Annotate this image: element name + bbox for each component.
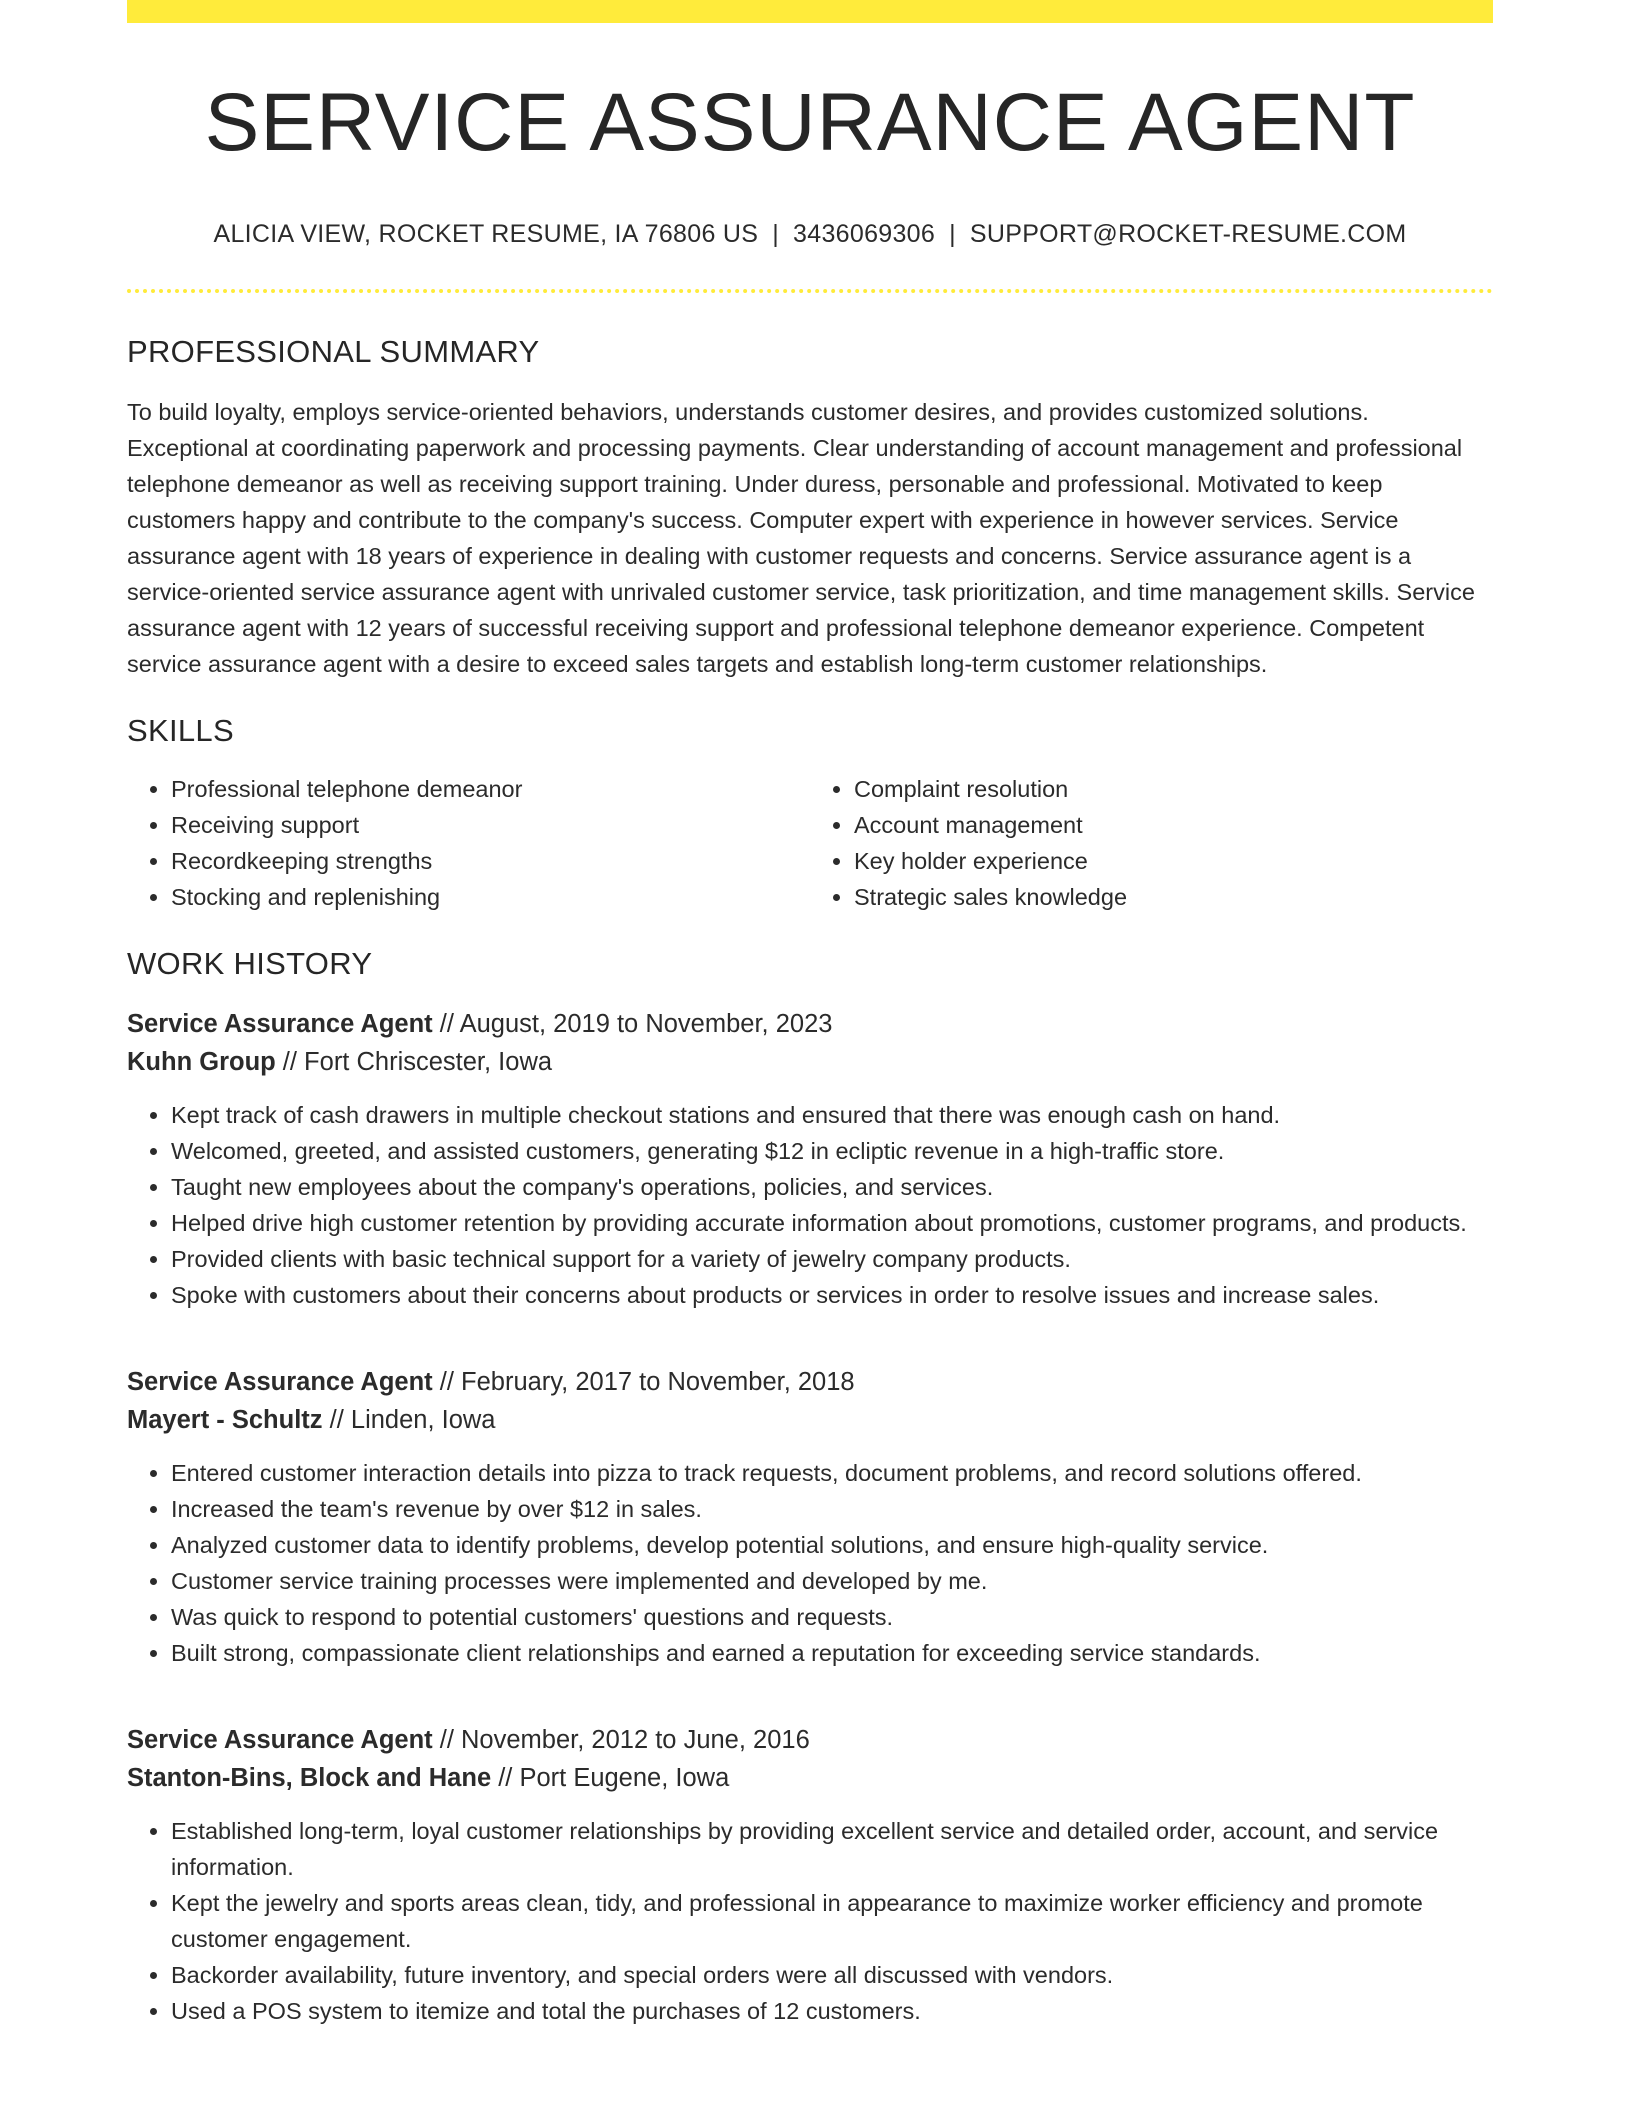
job-location: // Fort Chriscester, Iowa xyxy=(275,1047,553,1076)
skill-item: • Stocking and replenishing xyxy=(171,879,810,915)
job-entry xyxy=(127,1363,1493,1671)
job-bullet: • Provided clients with basic technical support for a variety of jewelry company products. xyxy=(171,1241,1493,1277)
skill-item: • Recordkeeping strengths xyxy=(171,843,810,879)
skill-item: • Key holder experience xyxy=(854,843,1493,879)
job-bullet: • Backorder availability, future inventory, and special orders were all discussed with vendors. xyxy=(171,1957,1493,1993)
job-bullet: • Analyzed customer data to identify problems, develop potential solutions, and ensure high-quality service. xyxy=(171,1527,1493,1563)
skill-item: • Complaint resolution xyxy=(854,771,1493,807)
contact-separator: | xyxy=(949,220,956,248)
job-bullets xyxy=(127,1097,1493,1313)
job-company-line xyxy=(127,1043,1493,1081)
job-bullet: • Kept track of cash drawers in multiple checkout stations and ensured that there was enough cash on hand. xyxy=(171,1097,1493,1133)
job-company-line xyxy=(127,1759,1493,1797)
job-bullets xyxy=(127,1813,1493,2029)
job-bullet: • Helped drive high customer retention by providing accurate information about promotions, customer programs, and products. xyxy=(171,1205,1493,1241)
job-bullet: • Customer service training processes were implemented and developed by me. xyxy=(171,1563,1493,1599)
job-company: Kuhn Group xyxy=(127,1047,276,1076)
job-location: // Port Eugene, Iowa xyxy=(491,1763,730,1792)
job-bullet: • Was quick to respond to potential customers' questions and requests. xyxy=(171,1599,1493,1635)
job-dates: // February, 2017 to November, 2018 xyxy=(432,1367,855,1396)
skills-list-right xyxy=(810,771,1493,915)
job-entry xyxy=(127,1721,1493,2029)
skill-item: • Account management xyxy=(854,807,1493,843)
work-history-heading: WORK HISTORY xyxy=(127,946,373,982)
skill-item: • Strategic sales knowledge xyxy=(854,879,1493,915)
contact-line xyxy=(127,220,1493,249)
resume-page xyxy=(127,0,1493,2029)
job-bullet: • Welcomed, greeted, and assisted customers, generating $12 in ecliptic revenue in a high-traffic store. xyxy=(171,1133,1493,1169)
job-bullets xyxy=(127,1455,1493,1671)
contact-email[interactable]: SUPPORT@ROCKET-RESUME.COM xyxy=(969,220,1407,248)
job-bullet: • Entered customer interaction details into pizza to track requests, document problems, and record solutions offered. xyxy=(171,1455,1493,1491)
job-bullet: • Used a POS system to itemize and total the purchases of 12 customers. xyxy=(171,1993,1493,2029)
skills-list-left xyxy=(127,771,810,915)
contact-separator: | xyxy=(772,220,780,248)
dotted-divider xyxy=(127,289,1493,293)
job-company: Mayert - Schultz xyxy=(127,1405,323,1434)
job-location: // Linden, Iowa xyxy=(322,1405,496,1434)
skills-section xyxy=(127,771,1493,915)
skill-item: • Receiving support xyxy=(171,807,810,843)
summary-heading: PROFESSIONAL SUMMARY xyxy=(127,334,540,369)
job-title-line xyxy=(127,1721,1493,1759)
job-dates: // November, 2012 to June, 2016 xyxy=(432,1725,810,1754)
job-title-line xyxy=(127,1005,1493,1043)
job-role: Service Assurance Agent xyxy=(127,1367,433,1396)
skills-heading: SKILLS xyxy=(127,713,234,749)
summary-text: To build loyalty, employs service-oriented behaviors, understands customer desires, and provides customized solutions. Exceptional at coordinating paperwork and processing payments. Clear understanding of account management and professional telephone demeanor as well as receiving support training. Under duress, personable and professional. Motivated to keep customers happy and contribute to the company's success. Computer expert with experience in however services. Service assurance agent with 18 years of experience in dealing with customer requests and concerns. Service assurance agent is a service-oriented service assurance agent with unrivaled customer service, task prioritization, and time management skills. Service assurance agent with 12 years of successful receiving support and professional telephone demeanor experience. Competent service assurance agent with a desire to exceed sales targets and establish long-term customer relationships. xyxy=(127,399,1475,678)
job-entry xyxy=(127,1005,1493,1313)
job-company: Stanton-Bins, Block and Hane xyxy=(127,1763,492,1792)
job-company-line xyxy=(127,1401,1493,1439)
job-bullet: • Kept the jewelry and sports areas clean, tidy, and professional in appearance to maximize worker efficiency and promote customer engagement. xyxy=(171,1885,1493,1957)
job-bullet: • Spoke with customers about their concerns about products or services in order to resolve issues and increase sales. xyxy=(171,1277,1493,1313)
job-bullet: • Increased the team's revenue by over $12 in sales. xyxy=(171,1491,1493,1527)
job-bullet: • Taught new employees about the company's operations, policies, and services. xyxy=(171,1169,1493,1205)
resume-title: SERVICE ASSURANCE AGENT xyxy=(204,77,1416,168)
job-bullet: • Established long-term, loyal customer relationships by providing excellent service and detailed order, account, and service information. xyxy=(171,1813,1493,1885)
contact-address: ALICIA VIEW, ROCKET RESUME, IA 76806 US xyxy=(213,220,759,248)
job-bullet: • Built strong, compassionate client relationships and earned a reputation for exceeding service standards. xyxy=(171,1635,1493,1671)
skill-item: • Professional telephone demeanor xyxy=(171,771,810,807)
job-dates: // August, 2019 to November, 2023 xyxy=(432,1009,833,1038)
job-role: Service Assurance Agent xyxy=(127,1009,433,1038)
job-role: Service Assurance Agent xyxy=(127,1725,433,1754)
contact-phone: 3436069306 xyxy=(793,220,936,248)
accent-top-bar xyxy=(127,0,1493,23)
job-title-line xyxy=(127,1363,1493,1401)
